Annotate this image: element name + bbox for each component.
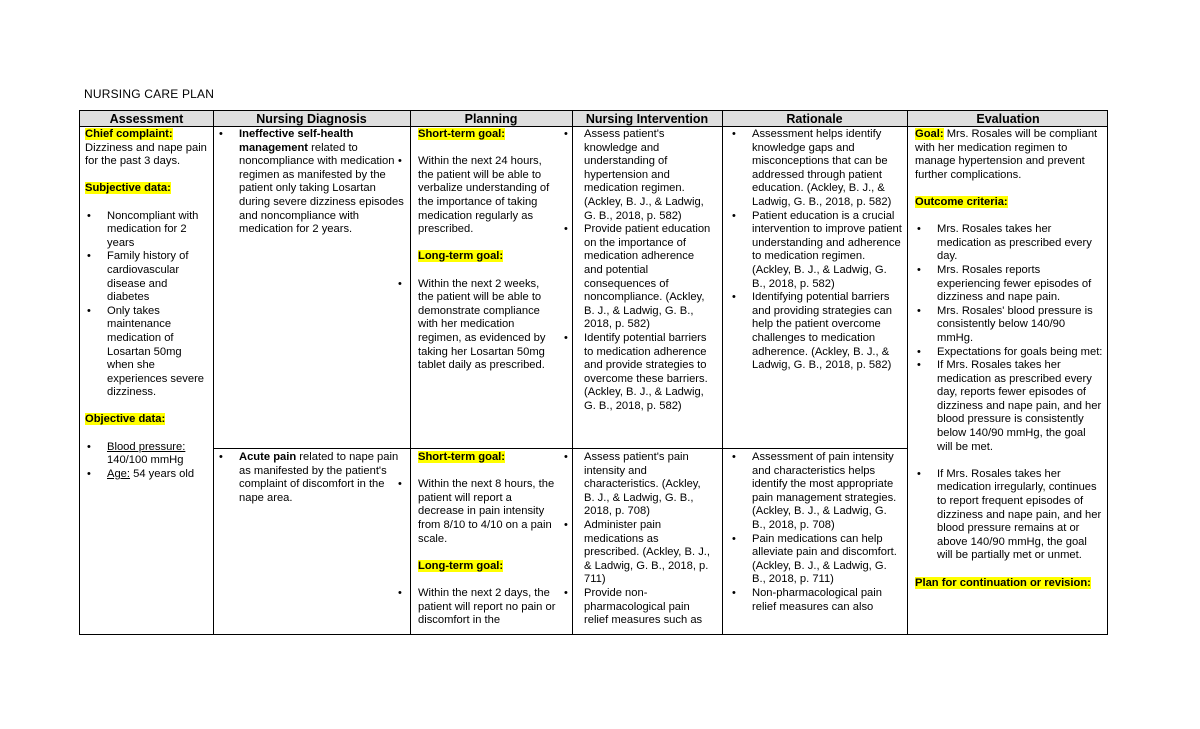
column-divider: [907, 111, 908, 634]
outcome-criteria-label: Outcome criteria:: [915, 195, 1008, 208]
care-plan-table: [79, 110, 1108, 635]
list-item: • Non-pharmacological pain relief measures can also: [732, 586, 882, 613]
list-item: • Mrs. Rosales takes her medication as prescribed every day.: [917, 223, 1092, 263]
rationale-cell-2: [730, 451, 902, 635]
list-item: • Pain medications can help alleviate pain and discomfort. (Ackley, B. J., & Ladwig, G. B., 2018, p. 711): [732, 532, 897, 586]
diagnosis-title: Acute pain: [239, 451, 297, 463]
list-item: • Identify potential barriers to medication adherence and provide strategies to overcome these barriers. (Ackley, B. J., & Ladwig, G. B., 2018, p. 582): [564, 331, 708, 412]
header-assessment: Assessment: [109, 112, 184, 126]
objective-data-label: Objective data:: [85, 413, 166, 426]
short-term-goal-label: Short-term goal:: [418, 451, 506, 463]
diagnosis-cell-2: [217, 451, 407, 633]
document-title: NURSING CARE PLAN: [84, 87, 215, 101]
diagnosis-cell-1: [217, 128, 407, 446]
list-item: • Ineffective self-health management related to noncompliance with medication regimen as manifested by the patient only taking Losartan during severe dizziness episodes and noncompliance with medication for 2 years.: [219, 128, 404, 236]
diagnosis-title: Ineffective self-health management: [239, 128, 354, 154]
header-evaluation: Evaluation: [976, 112, 1040, 126]
list-item: • Assessment of pain intensity and characteristics helps identify the most appropriate pain management strategies. (Ackley, B. J., & Ladwig, G. B., 2018, p. 708): [732, 451, 897, 531]
list-item: • Provide patient education on the importance of medication adherence and potential consequences of noncompliance. (Ackley, B. J., & Ladwig, G. B., 2018, p. 582): [564, 223, 711, 331]
assessment-cell: [85, 128, 209, 633]
rationale-cell-1: [730, 128, 902, 446]
subjective-data-list: [85, 210, 209, 400]
goal-text: Mrs. Rosales will be compliant with her medication regimen to manage hypertension and prevent further complications.: [915, 128, 1098, 181]
list-item: • Patient education is a crucial intervention to improve patient understanding and adherence to medication regimen. (Ackley, B. J., & Ladwig, G. B., 2018, p. 582): [732, 209, 902, 290]
list-item: • Noncompliant with medication for 2 years: [87, 209, 199, 249]
list-item: • Assess patient's knowledge and understanding of hypertension and medication regimen. (Ackley, B. J., & Ladwig, G. B., 2018, p. 582): [564, 128, 704, 222]
list-item: • If Mrs. Rosales takes her medication as prescribed every day, reports fewer episodes of dizziness and nape pain, and her blood pressure is consistently below 140/90 mmHg, the goal will be met.: [917, 359, 1102, 453]
list-item: • Mrs. Rosales reports experiencing fewer episodes of dizziness and nape pain.: [917, 263, 1092, 304]
outcome-criteria-list: [915, 223, 1103, 454]
list-item: • Acute pain related to nape pain as manifested by the patient's complaint of discomfort in the nape area.: [219, 451, 399, 504]
list-item: • Within the next 24 hours, the patient will be able to verbalize understanding of the importance of taking medication regularly as prescribed.: [398, 155, 550, 236]
column-divider: [213, 111, 214, 634]
header-nursing-diagnosis: Nursing Diagnosis: [256, 112, 367, 126]
list-item: • Expectations for goals being met:: [917, 345, 1103, 358]
planning-cell-1: [396, 128, 556, 446]
list-item: • Within the next 2 days, the patient will report no pain or discomfort in the: [398, 586, 556, 627]
subjective-data-label: Subjective data:: [85, 182, 171, 195]
planning-cell-2: [396, 451, 556, 635]
blood-pressure-value: 140/100 mmHg: [107, 454, 184, 467]
long-term-goal-label: Long-term goal:: [418, 250, 504, 263]
evaluation-cell: [915, 128, 1103, 634]
age-label: Age:: [107, 467, 131, 480]
column-divider: [722, 111, 723, 634]
table-header-row: [80, 111, 1107, 127]
chief-complaint-text: Dizziness and nape pain for the past 3 days.: [85, 141, 207, 168]
intervention-cell-1: [562, 128, 712, 448]
intervention-cell-2: [562, 451, 712, 635]
list-item: • Assessment helps identify knowledge gaps and misconceptions that can be addressed through patient education. (Ackley, B. J., & Ladwig, G. B., 2018, p. 582): [732, 128, 892, 208]
list-item: • Administer pain medications as prescribed. (Ackley, B. J., & Ladwig, G. B., 2018, p. 711): [564, 518, 711, 586]
list-item: • If Mrs. Rosales takes her medication irregularly, continues to report frequent episodes of dizziness and nape pain, and her blood pressure remains at or above 140/90 mmHg, the goal will be partially met or unmet.: [917, 467, 1102, 562]
list-item: • Assess patient's pain intensity and characteristics. (Ackley, B. J., & Ladwig, G. B., 2018, p. 708): [564, 451, 701, 518]
objective-data-list: [85, 441, 209, 482]
goal-label: Goal:: [915, 128, 944, 140]
list-item: • Provide non-pharmacological pain relief measures such as: [564, 586, 703, 627]
list-item: • Within the next 8 hours, the patient will report a decrease in pain intensity from 8/10 to 4/10 on a pain scale.: [398, 478, 555, 545]
list-item: • Within the next 2 weeks, the patient will be able to demonstrate compliance with her medication regimen, as evidenced by taking her Losartan 50mg tablet daily as prescribed.: [398, 277, 546, 372]
list-item: • Identifying potential barriers and providing strategies can help the patient overcome challenges to medication adherence. (Ackley, B. J., & Ladwig, G. B., 2018, p. 582): [732, 291, 892, 372]
long-term-goal-label: Long-term goal:: [418, 559, 504, 572]
list-item: • Only takes maintenance medication of Losartan 50mg when she experiences severe dizziness.: [87, 304, 205, 399]
list-item: • Family history of cardiovascular disease and diabetes: [87, 250, 189, 304]
list-item: • Blood pressure: 140/100 mmHg: [87, 440, 186, 467]
list-item: • Mrs. Rosales' blood pressure is consistently below 140/90 mmHg.: [917, 304, 1093, 344]
plan-label: Plan for continuation or revision:: [915, 576, 1091, 589]
header-nursing-intervention: Nursing Intervention: [585, 112, 709, 126]
chief-complaint-label: Chief complaint:: [85, 128, 173, 140]
header-planning: Planning: [464, 112, 518, 126]
short-term-goal-label: Short-term goal:: [418, 128, 506, 140]
header-rationale: Rationale: [786, 112, 843, 126]
age-value: 54 years old: [133, 467, 195, 480]
list-item: • Age: 54 years old: [87, 467, 195, 480]
blood-pressure-label: Blood pressure:: [107, 440, 186, 453]
row-divider: [213, 448, 907, 449]
